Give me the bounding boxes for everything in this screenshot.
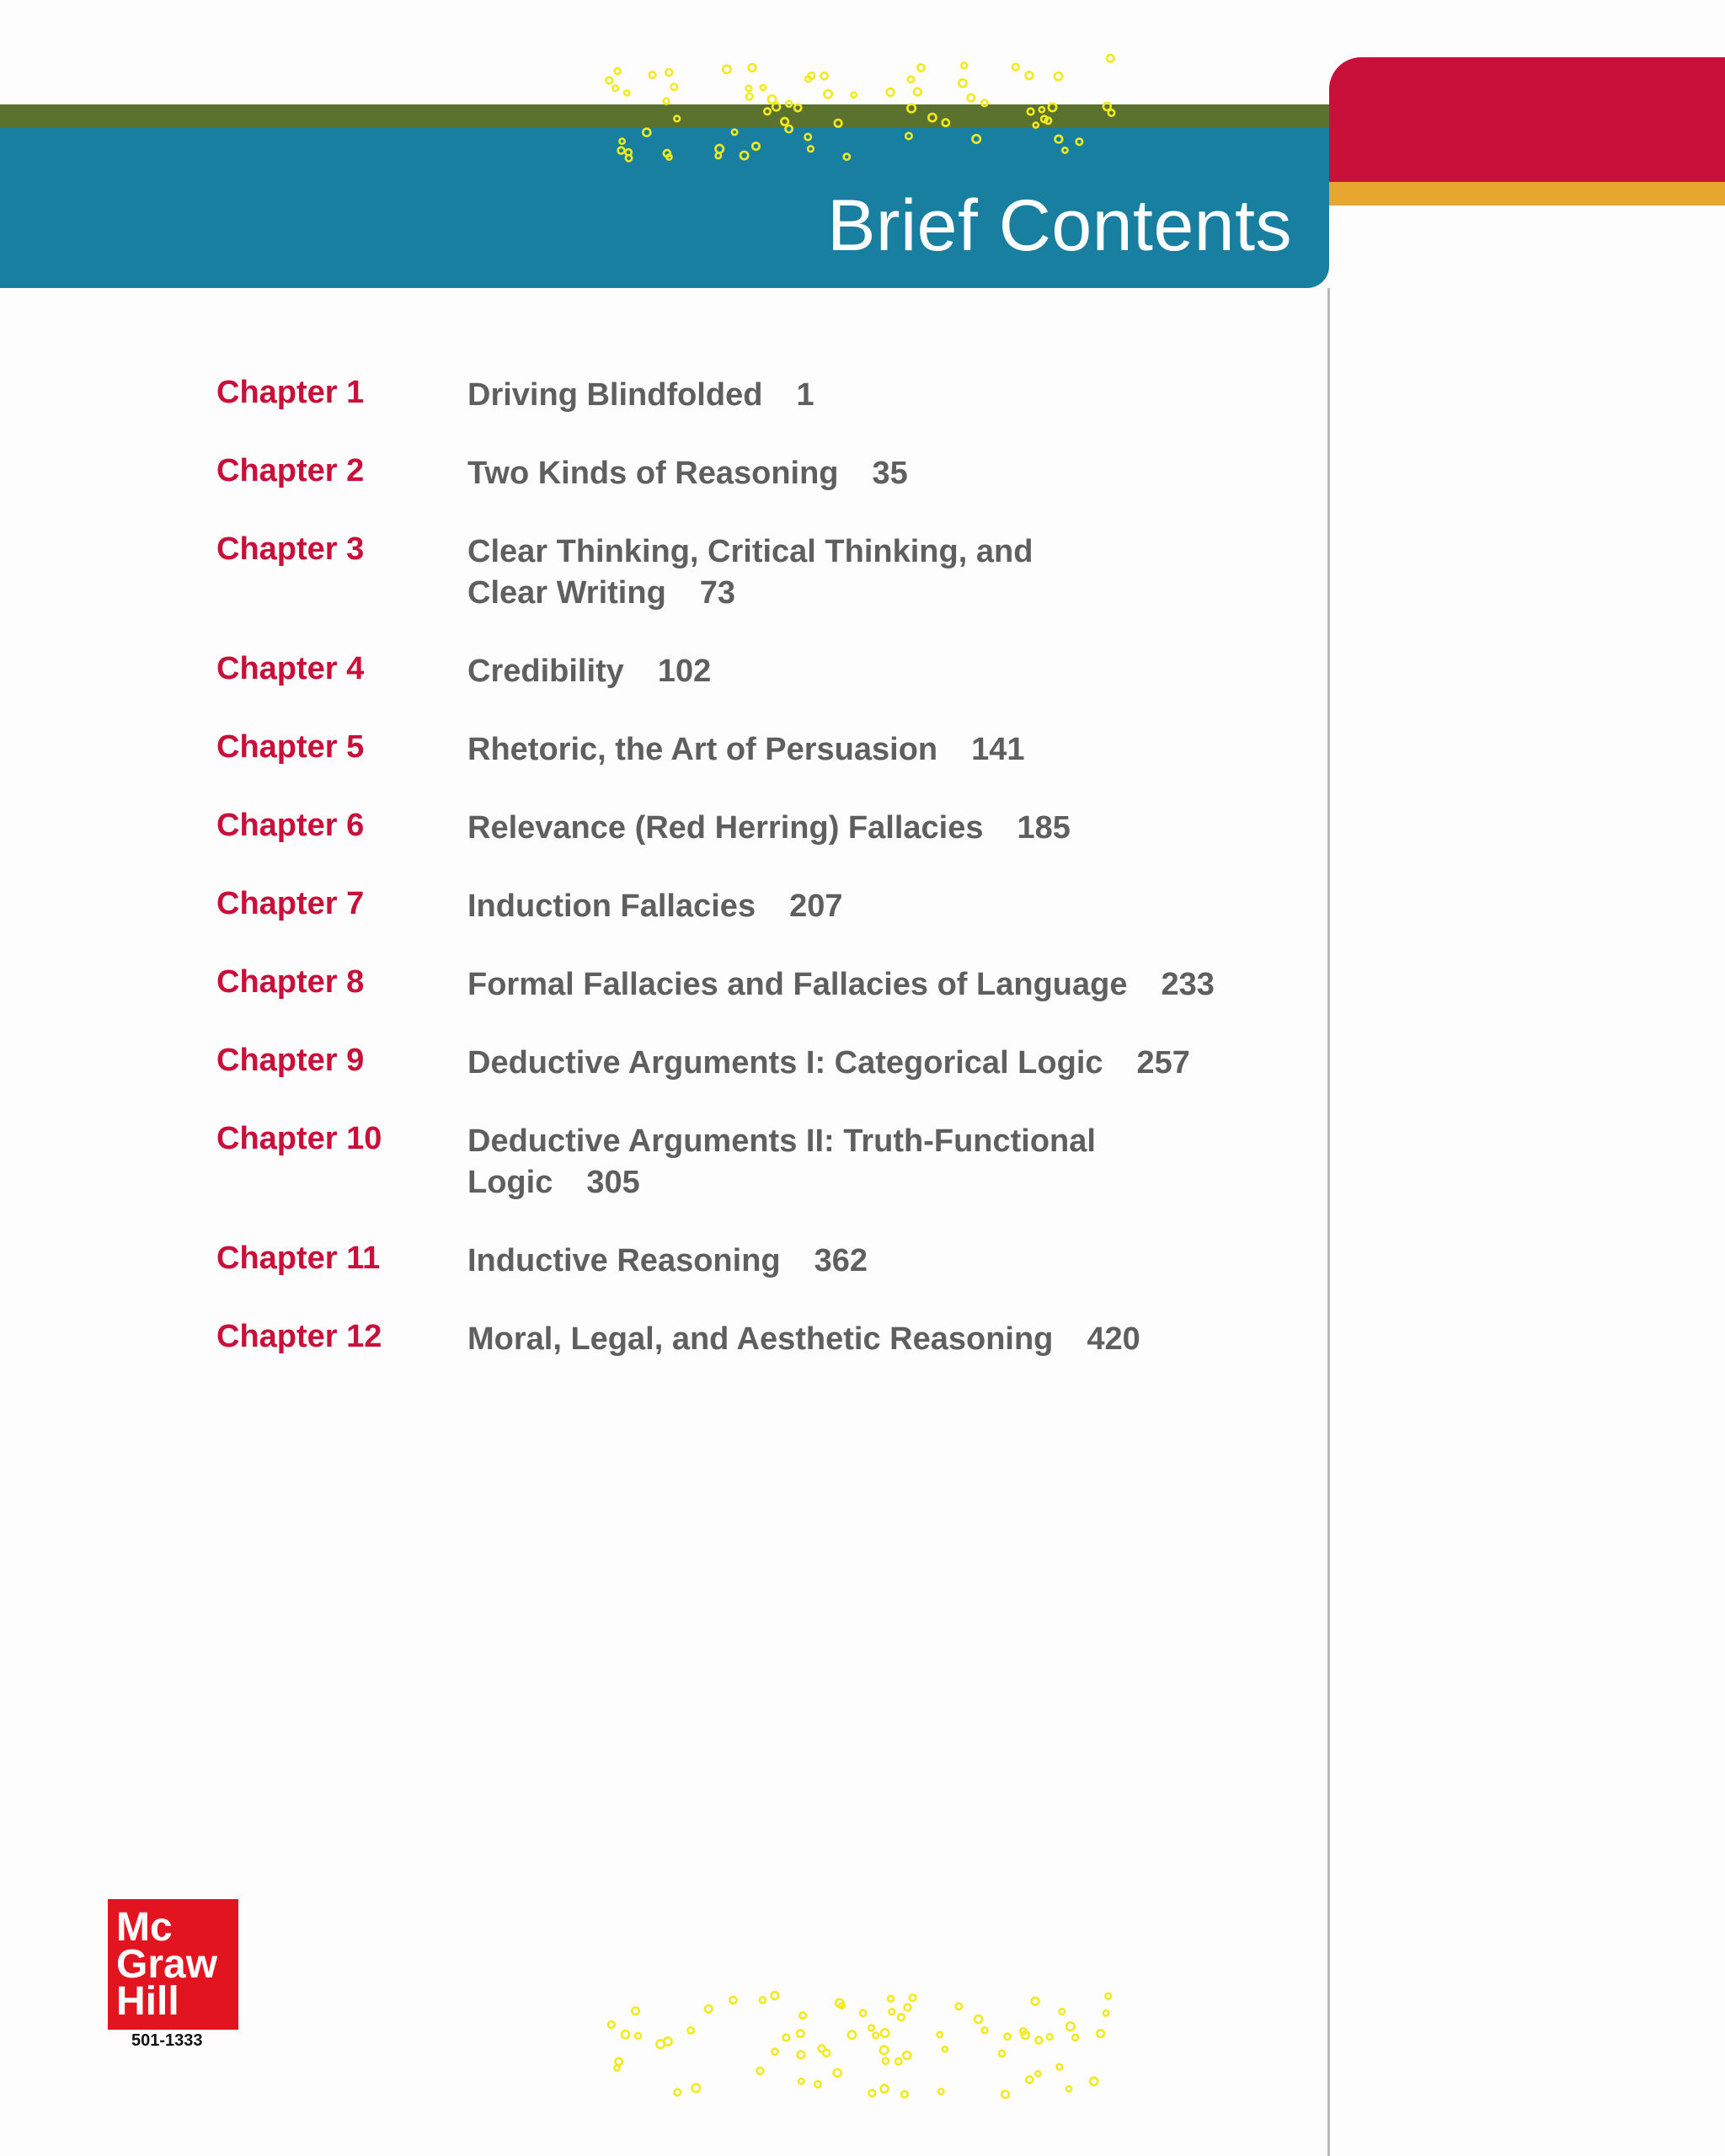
decorative-dot xyxy=(786,101,792,107)
logo-line: Mc xyxy=(116,1905,173,1950)
decorative-dot xyxy=(880,2046,889,2054)
decorative-dot xyxy=(999,2051,1005,2057)
decorative-dot xyxy=(852,93,857,98)
decorative-dot xyxy=(968,94,975,101)
decorative-dot xyxy=(895,2058,901,2064)
chapter-title-line xyxy=(467,886,1310,927)
decorative-dot xyxy=(903,2052,911,2059)
decorative-dot xyxy=(618,147,625,154)
decorative-dot xyxy=(1032,1998,1039,2005)
chapter-entry xyxy=(467,531,1310,614)
chapter-label: Chapter 3 xyxy=(216,531,365,567)
chapter-title-text: Deductive Arguments II: Truth-Functional xyxy=(467,1123,1096,1159)
decorative-dot xyxy=(1090,2078,1097,2085)
decorative-dot xyxy=(716,153,721,158)
decorative-dot xyxy=(868,2025,874,2031)
chapter-title-text: Formal Fallacies and Fallacies of Language xyxy=(467,967,1128,1002)
decorative-dot xyxy=(1035,2071,1040,2076)
logo-line: Hill xyxy=(116,1979,179,2024)
decorative-dot xyxy=(1033,123,1039,128)
decorative-dot xyxy=(632,2008,638,2015)
chapter-title-text: Inductive Reasoning xyxy=(467,1243,781,1278)
decorative-dot xyxy=(643,129,650,136)
decorative-dot xyxy=(797,2030,804,2036)
decorative-dot xyxy=(1107,55,1114,61)
chapter-title-line xyxy=(467,1043,1310,1084)
decorative-dot xyxy=(692,2084,701,2092)
decorative-dot xyxy=(760,1997,766,2003)
chapter-label: Chapter 9 xyxy=(216,1043,365,1078)
chapter-entry xyxy=(467,1319,1310,1360)
decorative-dot xyxy=(959,79,966,87)
chapter-entry xyxy=(467,1121,1310,1203)
decorative-dot xyxy=(914,88,921,96)
decorative-dot xyxy=(772,1992,779,1999)
decorative-dot xyxy=(649,72,655,77)
decorative-dots-bottom xyxy=(600,1988,1130,2102)
decorative-dot xyxy=(908,77,914,83)
decorative-dot xyxy=(781,118,788,125)
decorative-dot xyxy=(716,145,724,152)
decorative-dot xyxy=(798,2079,804,2084)
page-title: Brief Contents xyxy=(827,185,1292,266)
chapter-title-text: Induction Fallacies xyxy=(467,889,756,924)
decorative-dot xyxy=(937,2032,943,2037)
decorative-dot xyxy=(664,150,670,157)
chapter-title-line xyxy=(467,531,1310,573)
decorative-dot xyxy=(805,76,811,82)
decorative-dot xyxy=(786,125,793,132)
decorative-dot xyxy=(1105,1993,1111,1999)
decorative-dot xyxy=(1001,2091,1009,2099)
decorative-dot xyxy=(794,104,801,111)
decorative-dot xyxy=(746,86,752,92)
decorative-dot xyxy=(887,88,895,96)
decorative-dot xyxy=(674,116,680,122)
decorative-dot xyxy=(824,90,831,98)
chapter-entry xyxy=(467,651,1310,692)
page-number: 185 xyxy=(1017,810,1071,846)
chapter-entry xyxy=(467,1241,1310,1282)
chapter-title-text: Two Kinds of Reasoning xyxy=(467,456,839,491)
decorative-dot xyxy=(625,149,631,155)
decorative-dot xyxy=(620,139,625,144)
chapter-title-text: Deductive Arguments I: Categorical Logic xyxy=(467,1045,1103,1081)
decorative-dot xyxy=(664,99,670,104)
decorative-dot xyxy=(761,85,766,90)
decorative-dot xyxy=(928,114,936,121)
decorative-dot xyxy=(688,2027,694,2033)
decorative-dot xyxy=(664,2037,671,2045)
decorative-dot xyxy=(973,135,980,142)
decorative-dot xyxy=(746,93,753,100)
decorative-dot xyxy=(917,64,924,71)
decorative-dot xyxy=(606,77,612,84)
decorative-dot xyxy=(860,2010,866,2016)
page-number: 305 xyxy=(586,1165,640,1200)
chapter-entry xyxy=(467,1043,1310,1084)
decorative-dot xyxy=(1026,2076,1033,2083)
chapter-entry xyxy=(467,964,1310,1006)
chapter-label: Chapter 7 xyxy=(216,886,365,921)
decorative-dot xyxy=(764,109,770,115)
chapter-title-line xyxy=(467,808,1310,849)
page-divider xyxy=(1327,288,1330,2156)
decorative-dot xyxy=(823,2050,830,2057)
logo-line: Graw xyxy=(116,1942,218,1987)
decorative-dot xyxy=(798,2052,805,2059)
chapter-label: Chapter 1 xyxy=(216,375,365,410)
chapter-label: Chapter 11 xyxy=(216,1241,381,1276)
decorative-dot xyxy=(635,2033,641,2039)
chapter-title-line xyxy=(467,964,1310,1006)
chapter-title-line xyxy=(467,1121,1310,1162)
chapter-title-text: Credibility xyxy=(467,654,624,689)
decorative-dot xyxy=(1103,2010,1108,2015)
decorative-dot xyxy=(821,72,828,79)
section-tab-red xyxy=(1329,57,1725,182)
chapter-label: Chapter 6 xyxy=(216,808,365,843)
page-number: 102 xyxy=(657,654,712,689)
decorative-dot xyxy=(615,2058,622,2065)
decorative-dot xyxy=(1039,107,1044,112)
decorative-dot xyxy=(905,133,911,139)
decorative-dot xyxy=(675,2089,681,2096)
chapter-title-line xyxy=(467,1241,1310,1282)
decorative-dot xyxy=(768,95,776,103)
chapter-entry xyxy=(467,808,1310,849)
decorative-dot xyxy=(1060,2009,1065,2015)
chapter-label: Chapter 12 xyxy=(216,1319,382,1354)
decorative-dot xyxy=(1057,2064,1063,2070)
page-number: 141 xyxy=(971,732,1025,767)
page-number: 233 xyxy=(1161,967,1215,1002)
chapter-title-text: Clear Thinking, Critical Thinking, and xyxy=(467,534,1033,569)
decorative-dot xyxy=(943,2047,948,2052)
page-number: 73 xyxy=(699,575,736,611)
decorative-dot xyxy=(615,68,621,74)
decorative-dot xyxy=(910,1995,916,2001)
chapter-label: Chapter 5 xyxy=(216,729,365,765)
chapter-title-line xyxy=(467,573,1310,614)
chapter-title-text: Clear Writing xyxy=(467,575,666,611)
decorative-dot xyxy=(981,100,987,106)
decorative-dot xyxy=(732,130,737,135)
chapter-entry xyxy=(467,729,1310,771)
decorative-dot xyxy=(943,120,949,126)
decorative-dot xyxy=(975,2015,982,2023)
decorative-dot xyxy=(1055,136,1063,143)
chapter-title-text: Driving Blindfolded xyxy=(467,377,763,413)
chapter-entry xyxy=(467,375,1310,416)
decorative-dot xyxy=(665,69,672,76)
decorative-dot xyxy=(752,142,759,149)
decorative-dot xyxy=(730,1997,737,2004)
chapter-entry xyxy=(467,886,1310,927)
decorative-dot xyxy=(938,2089,943,2094)
publisher-logo xyxy=(108,1899,238,2030)
decorative-dot xyxy=(1047,2034,1053,2040)
decorative-dot xyxy=(705,2005,713,2013)
decorative-dot xyxy=(881,2085,889,2093)
chapter-title-line xyxy=(467,1319,1310,1360)
decorative-dot xyxy=(608,2021,615,2028)
decorative-dot xyxy=(612,85,618,91)
decorative-dot xyxy=(1072,2035,1078,2041)
publisher-code: 501-1333 xyxy=(131,2031,203,2050)
page-number: 420 xyxy=(1087,1321,1140,1357)
decorative-dot xyxy=(1035,2037,1042,2044)
decorative-dot xyxy=(1066,2022,1075,2031)
page-number: 207 xyxy=(789,889,843,924)
decorative-dot xyxy=(1005,2034,1011,2040)
decorative-dot xyxy=(889,2009,895,2015)
chapter-title-line xyxy=(467,375,1310,416)
decorative-dot xyxy=(1097,2030,1104,2037)
decorative-dot xyxy=(905,2004,911,2011)
chapter-entry xyxy=(467,453,1310,494)
decorative-dot xyxy=(772,2049,777,2055)
decorative-dot xyxy=(808,146,814,152)
chapter-title-line xyxy=(467,651,1310,692)
decorative-dot xyxy=(898,2014,905,2020)
decorative-dot xyxy=(883,2058,889,2064)
chapter-label: Chapter 2 xyxy=(216,453,365,488)
decorative-dot xyxy=(1028,109,1034,115)
decorative-dot xyxy=(982,2027,988,2033)
decorative-dot xyxy=(961,62,967,68)
decorative-dot xyxy=(907,104,916,113)
decorative-dot xyxy=(844,154,850,160)
decorative-dot xyxy=(783,2035,790,2041)
chapter-label: Chapter 10 xyxy=(216,1121,382,1156)
decorative-dot xyxy=(1076,139,1082,145)
page-number: 257 xyxy=(1136,1045,1190,1081)
chapter-title-text: Logic xyxy=(467,1165,553,1200)
page-number: 35 xyxy=(872,456,908,491)
decorative-dot xyxy=(956,2004,962,2009)
chapter-title-text: Relevance (Red Herring) Fallacies xyxy=(467,810,984,846)
page-number: 362 xyxy=(814,1243,868,1278)
decorative-dot xyxy=(848,2031,856,2039)
decorative-dot xyxy=(622,2031,629,2038)
decorative-dot xyxy=(1108,109,1114,115)
chapter-title-text: Rhetoric, the Art of Persuasion xyxy=(467,732,938,767)
chapter-label: Chapter 8 xyxy=(216,964,365,1000)
section-tab-orange xyxy=(1329,182,1725,205)
decorative-dot xyxy=(1055,72,1062,80)
decorative-dot xyxy=(1012,64,1019,71)
decorative-dot xyxy=(749,64,756,72)
decorative-dot xyxy=(624,90,629,95)
decorative-dot xyxy=(814,2081,820,2087)
decorative-dots-top xyxy=(600,51,1130,165)
decorative-dot xyxy=(888,1996,894,2002)
chapter-title-line xyxy=(467,453,1310,494)
decorative-dot xyxy=(881,2029,889,2036)
decorative-dot xyxy=(834,2069,841,2077)
decorative-dot xyxy=(1062,147,1067,152)
decorative-dot xyxy=(901,2091,908,2098)
page-number: 1 xyxy=(796,377,814,413)
decorative-dot xyxy=(799,2012,806,2019)
decorative-dot xyxy=(873,2032,879,2038)
chapter-title-line xyxy=(467,1162,1310,1203)
decorative-dot xyxy=(757,2068,764,2074)
decorative-dot xyxy=(1049,104,1056,111)
decorative-dot xyxy=(740,152,748,159)
chapter-title-text: Moral, Legal, and Aesthetic Reasoning xyxy=(467,1321,1054,1357)
decorative-dot xyxy=(1026,72,1033,79)
decorative-dot xyxy=(805,134,811,140)
decorative-dot xyxy=(835,120,842,127)
decorative-dot xyxy=(1066,2086,1071,2091)
decorative-dot xyxy=(869,2090,876,2097)
decorative-dot xyxy=(723,66,730,73)
decorative-dot xyxy=(671,84,677,90)
chapter-label: Chapter 4 xyxy=(216,651,365,686)
chapter-title-line xyxy=(467,729,1310,771)
